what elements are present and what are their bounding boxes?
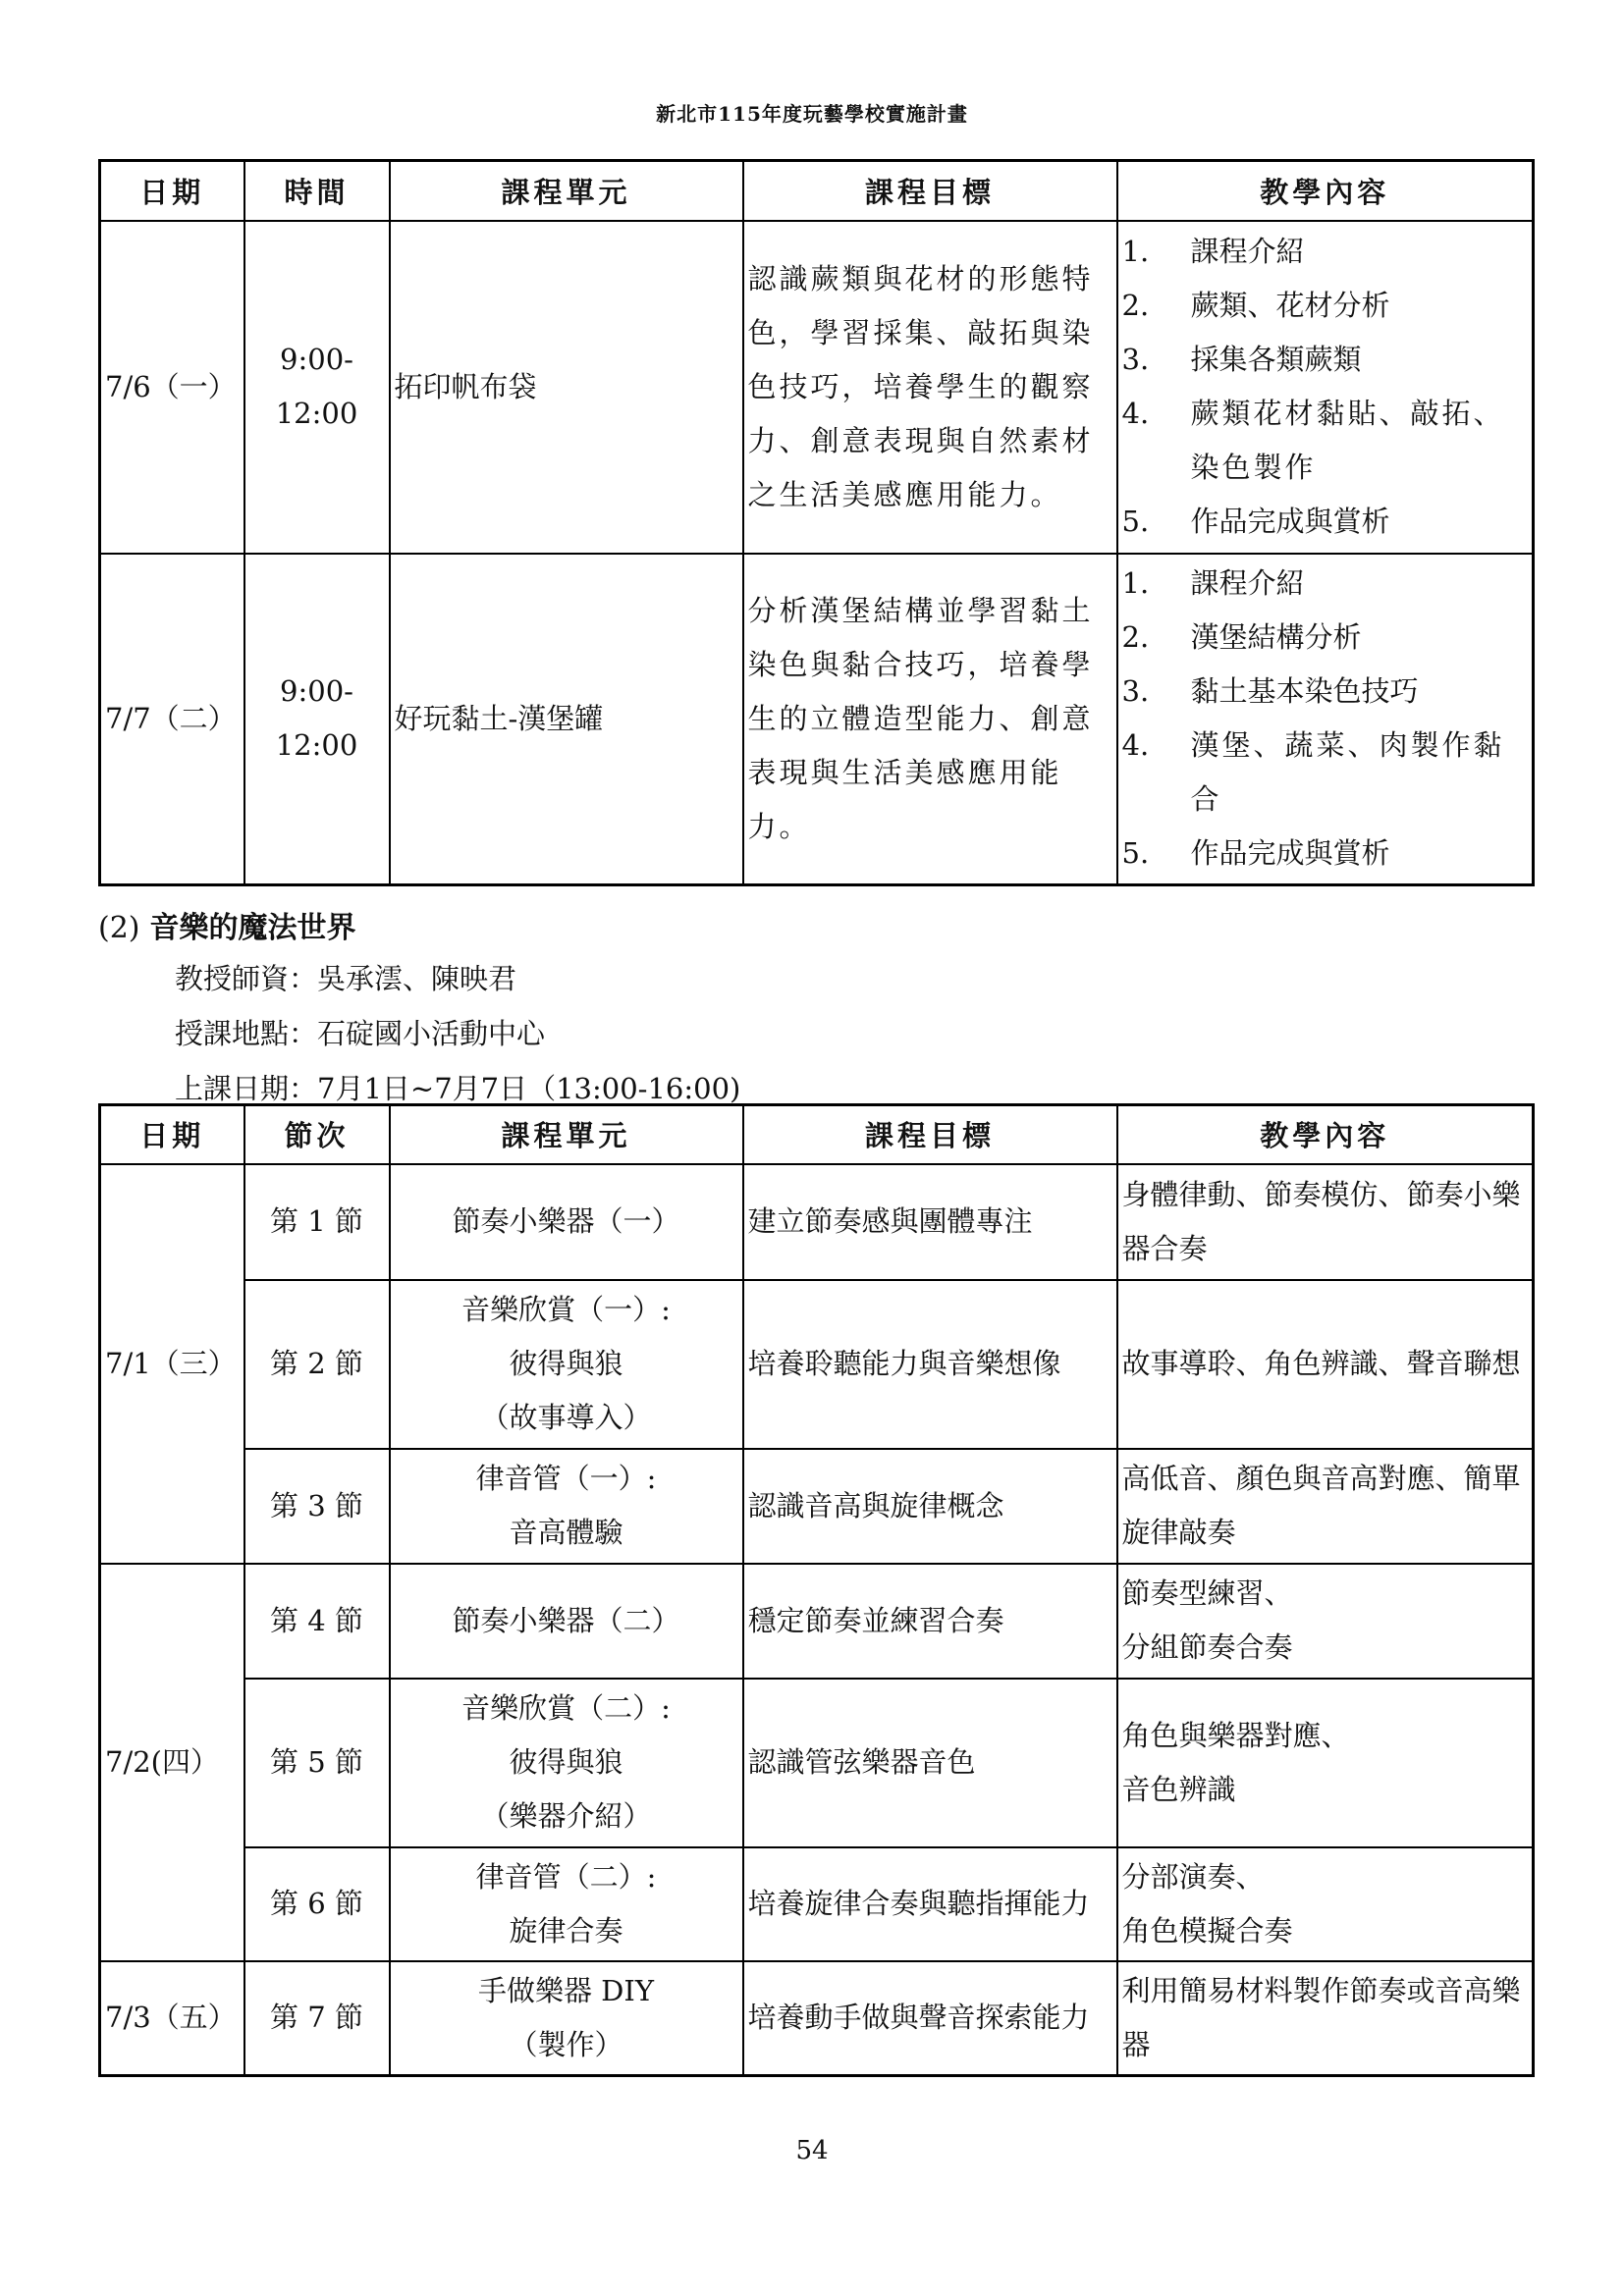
list-item xyxy=(1122,611,1529,665)
period-cell: 第 1 節 xyxy=(244,1164,390,1280)
period-cell: 第 2 節 xyxy=(244,1280,390,1449)
header-time: 時間 xyxy=(244,161,390,221)
header-goal: 課程目標 xyxy=(743,1105,1117,1164)
date-cell: 7/3（五） xyxy=(100,1961,244,2076)
item-text: 作品完成與賞析 xyxy=(1190,505,1390,538)
item-number: 3. xyxy=(1121,674,1150,709)
header-unit: 課程單元 xyxy=(390,161,743,221)
teachers-line: 教授師資：吳承澐、陳映君 xyxy=(175,962,517,995)
item-text: 採集各類蕨類 xyxy=(1190,343,1362,376)
header-unit: 課程單元 xyxy=(390,1105,743,1164)
date-cell: 7/7（二） xyxy=(100,554,244,885)
item-number: 5. xyxy=(1121,836,1150,871)
header-goal: 課程目標 xyxy=(743,161,1117,221)
item-number: 4. xyxy=(1121,397,1150,430)
header-period: 節次 xyxy=(244,1105,390,1164)
list-item xyxy=(1122,827,1529,881)
table-row xyxy=(100,1847,1534,1961)
time-cell: 9:00- 12:00 xyxy=(244,554,390,885)
content-cell: 角色與樂器對應、 音色辨識 xyxy=(1117,1679,1534,1847)
header-content: 教學內容 xyxy=(1117,161,1534,221)
unit-cell: 節奏小樂器（一） xyxy=(390,1164,743,1280)
list-item xyxy=(1122,665,1529,719)
goal-cell: 分析漢堡結構並學習黏土染色與黏合技巧，培養學生的立體造型能力、創意表現與生活美感應用能力。 xyxy=(743,554,1117,885)
page-header: 新北市115年度玩藝學校實施計畫 xyxy=(656,102,968,126)
header-content: 教學內容 xyxy=(1117,1105,1534,1164)
goal-cell: 培養聆聽能力與音樂想像 xyxy=(743,1280,1117,1449)
content-cell: 身體律動、節奏模仿、節奏小樂器合奏 xyxy=(1117,1164,1534,1280)
content-cell xyxy=(1117,221,1534,554)
header-date: 日期 xyxy=(100,161,244,221)
list-item xyxy=(1122,225,1529,279)
content-cell: 故事導聆、角色辨識、聲音聯想 xyxy=(1117,1280,1534,1449)
content-list xyxy=(1122,557,1529,881)
item-number: 3. xyxy=(1121,343,1150,376)
goal-cell: 培養旋律合奏與聽指揮能力 xyxy=(743,1847,1117,1961)
period-cell: 第 6 節 xyxy=(244,1847,390,1961)
goal-cell: 建立節奏感與團體專注 xyxy=(743,1164,1117,1280)
item-text: 課程介紹 xyxy=(1190,235,1305,268)
list-item xyxy=(1122,495,1529,549)
item-text: 蕨類、花材分析 xyxy=(1190,289,1390,322)
header-date: 日期 xyxy=(100,1105,244,1164)
unit-cell: 拓印帆布袋 xyxy=(390,221,743,554)
item-number: 1. xyxy=(1121,566,1150,601)
unit-cell: 音樂欣賞（二）: 彼得與狼 （樂器介紹） xyxy=(390,1679,743,1847)
table-row xyxy=(100,221,1534,554)
time-cell: 9:00- 12:00 xyxy=(244,221,390,554)
period-cell: 第 7 節 xyxy=(244,1961,390,2076)
table-row xyxy=(100,1280,1534,1449)
item-text: 漢堡結構分析 xyxy=(1190,620,1362,655)
content-cell: 利用簡易材料製作節奏或音高樂器 xyxy=(1117,1961,1534,2076)
unit-cell: 手做樂器 DIY （製作） xyxy=(390,1961,743,2076)
item-number: 2. xyxy=(1121,289,1150,322)
unit-cell: 律音管（二）: 旋律合奏 xyxy=(390,1847,743,1961)
date-cell: 7/2(四） xyxy=(100,1564,244,1961)
goal-cell: 培養動手做與聲音探索能力 xyxy=(743,1961,1117,2076)
section-number: (2) xyxy=(98,911,140,945)
item-text: 黏土基本染色技巧 xyxy=(1190,674,1419,709)
period-cell: 第 5 節 xyxy=(244,1679,390,1847)
item-number: 1. xyxy=(1121,235,1150,268)
location-line: 授課地點：石碇國小活動中心 xyxy=(175,1017,546,1050)
unit-cell: 節奏小樂器（二） xyxy=(390,1564,743,1679)
goal-cell: 認識音高與旋律概念 xyxy=(743,1449,1117,1564)
unit-cell: 音樂欣賞（一）: 彼得與狼 （故事導入） xyxy=(390,1280,743,1449)
item-number: 4. xyxy=(1121,728,1150,763)
period-cell: 第 4 節 xyxy=(244,1564,390,1679)
content-list xyxy=(1122,225,1529,549)
schedule-table-2 xyxy=(98,1103,1535,2077)
unit-cell: 律音管（一）: 音高體驗 xyxy=(390,1449,743,1564)
table-row xyxy=(100,1961,1534,2076)
item-text: 蕨類花材黏貼、敲拓、染色製作 xyxy=(1190,397,1505,484)
table-row xyxy=(100,1164,1534,1280)
page-number: 54 xyxy=(795,2136,829,2165)
goal-cell: 穩定節奏並練習合奏 xyxy=(743,1564,1117,1679)
list-item xyxy=(1122,333,1529,387)
item-text: 課程介紹 xyxy=(1190,566,1305,601)
period-cell: 第 3 節 xyxy=(244,1449,390,1564)
table-row xyxy=(100,1679,1534,1847)
content-cell: 節奏型練習、 分組節奏合奏 xyxy=(1117,1564,1534,1679)
goal-cell: 認識蕨類與花材的形態特色，學習採集、敲拓與染色技巧，培養學生的觀察力、創意表現與自然素材之生活美感應用能力。 xyxy=(743,221,1117,554)
table-row xyxy=(100,1564,1534,1679)
item-number: 2. xyxy=(1121,620,1150,655)
list-item xyxy=(1122,279,1529,333)
item-number: 5. xyxy=(1121,505,1150,538)
list-item xyxy=(1122,719,1529,827)
content-cell xyxy=(1117,554,1534,885)
date-cell: 7/6（一） xyxy=(100,221,244,554)
content-cell: 分部演奏、 角色模擬合奏 xyxy=(1117,1847,1534,1961)
item-text: 漢堡、蔬菜、肉製作黏合 xyxy=(1190,728,1505,817)
section-title: 音樂的魔法世界 xyxy=(149,911,356,945)
item-text: 作品完成與賞析 xyxy=(1190,836,1390,871)
unit-cell: 好玩黏土-漢堡罐 xyxy=(390,554,743,885)
goal-cell: 認識管弦樂器音色 xyxy=(743,1679,1117,1847)
table-header-row xyxy=(100,1105,1534,1164)
section-heading xyxy=(98,903,356,946)
dates-line: 上課日期：7月1日~7月7日（13:00-16:00) xyxy=(175,1072,741,1105)
table-header-row xyxy=(100,161,1534,221)
content-cell: 高低音、顏色與音高對應、簡單旋律敲奏 xyxy=(1117,1449,1534,1564)
list-item xyxy=(1122,387,1529,495)
list-item xyxy=(1122,557,1529,611)
table-row xyxy=(100,554,1534,885)
schedule-table-1 xyxy=(98,159,1535,886)
table-row xyxy=(100,1449,1534,1564)
date-cell: 7/1（三） xyxy=(100,1164,244,1564)
